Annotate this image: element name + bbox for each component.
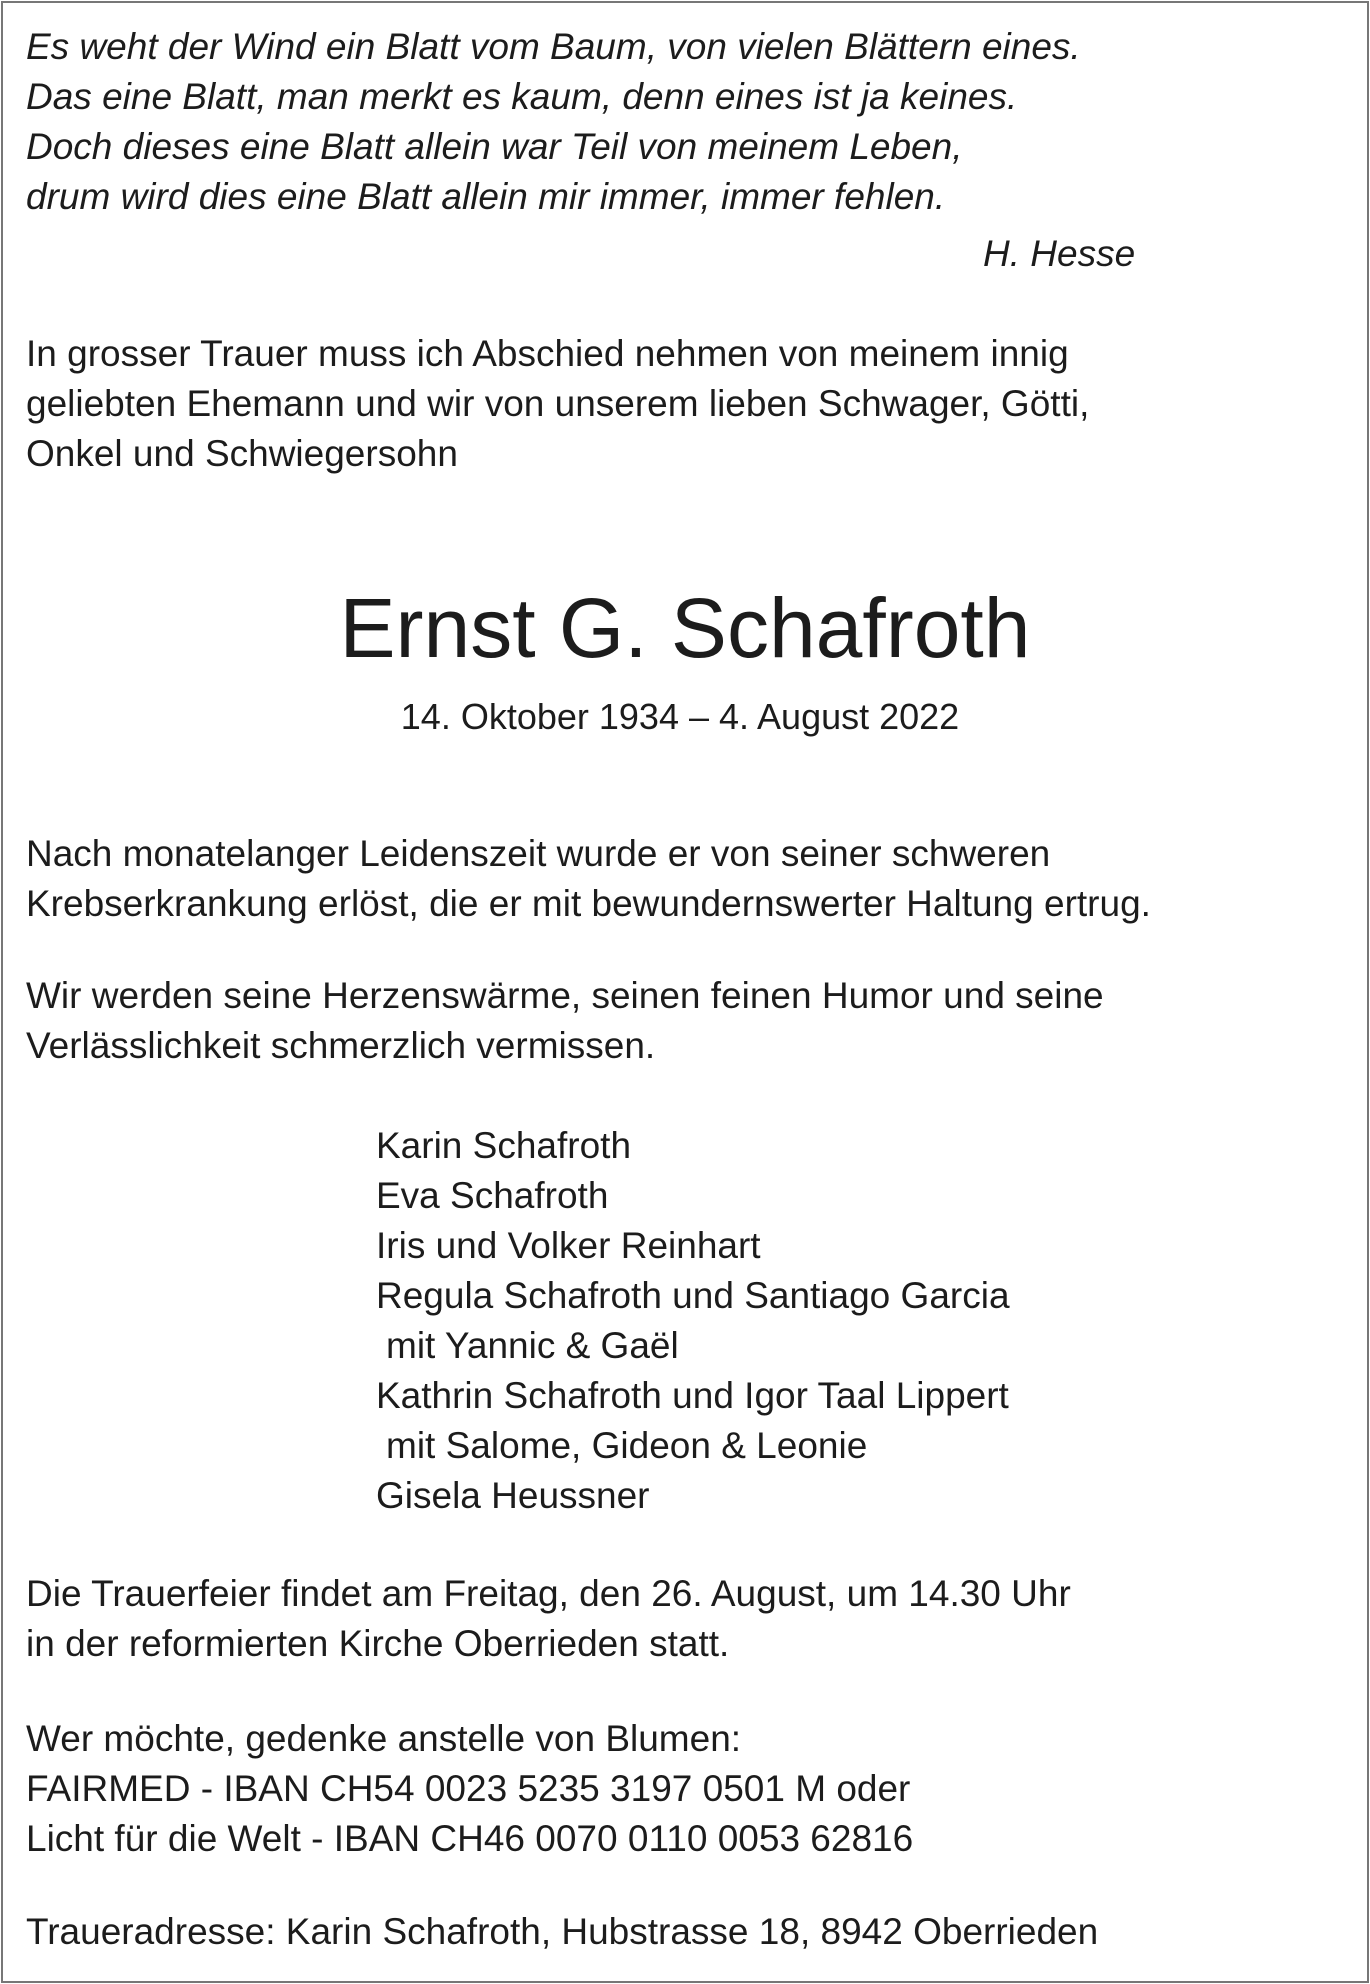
survivor-children: mit Yannic & Gaël (386, 1325, 679, 1366)
donations-line: Wer möchte, gedenke anstelle von Blumen: (26, 1718, 742, 1759)
survivor-children: mit Salome, Gideon & Leonie (386, 1425, 868, 1466)
tribute-paragraph (26, 829, 1151, 929)
poem-line: Es weht der Wind ein Blatt vom Baum, von vielen Blättern eines. (26, 26, 1081, 67)
survivor-entry: Karin Schafroth (376, 1125, 632, 1166)
survivor-entry: Gisela Heussner (376, 1475, 650, 1516)
survivor-entry: Iris und Volker Reinhart (376, 1225, 761, 1266)
intro-line: geliebten Ehemann und wir von unserem lieben Schwager, Götti, (26, 383, 1090, 424)
remembrance-line: Wir werden seine Herzenswärme, seinen feinen Humor und seine (26, 975, 1104, 1016)
intro-paragraph (26, 329, 1089, 479)
poem-line: Doch dieses eine Blatt allein war Teil von meinem Leben, (26, 126, 963, 167)
survivors-list (376, 1121, 1010, 1521)
tribute-line: Nach monatelanger Leidenszeit wurde er von seiner schweren (26, 833, 1051, 874)
service-paragraph (26, 1569, 1071, 1669)
poem-line: Das eine Blatt, man merkt es kaum, denn eines ist ja keines. (26, 76, 1018, 117)
mourning-address: Traueradresse: Karin Schafroth, Hubstrasse 18, 8942 Oberrieden (26, 1911, 1099, 1952)
donations-line: Licht für die Welt - IBAN CH46 0070 0110 0053 62816 (26, 1818, 914, 1859)
donations-paragraph (26, 1714, 913, 1864)
life-dates: 14. Oktober 1934 – 4. August 2022 (400, 696, 960, 737)
intro-line: Onkel und Schwiegersohn (26, 433, 458, 474)
poem-author: H. Hesse (983, 233, 1136, 274)
survivor-entry: Kathrin Schafroth und Igor Taal Lippert (376, 1375, 1009, 1416)
service-line: Die Trauerfeier findet am Freitag, den 26. August, um 14.30 Uhr (26, 1573, 1071, 1614)
remembrance-paragraph (26, 971, 1104, 1071)
poem-line: drum wird dies eine Blatt allein mir immer, immer fehlen. (26, 176, 946, 217)
donations-line: FAIRMED - IBAN CH54 0023 5235 3197 0501 M oder (26, 1768, 911, 1809)
survivor-entry: Regula Schafroth und Santiago Garcia (376, 1275, 1010, 1316)
service-line: in der reformierten Kirche Oberrieden statt. (26, 1623, 730, 1664)
remembrance-line: Verlässlichkeit schmerzlich vermissen. (26, 1025, 656, 1066)
tribute-line: Krebserkrankung erlöst, die er mit bewundernswerter Haltung ertrug. (26, 883, 1151, 924)
intro-line: In grosser Trauer muss ich Abschied nehmen von meinem innig (26, 333, 1069, 374)
deceased-name: Ernst G. Schafroth (339, 581, 1031, 675)
poem (26, 22, 1081, 222)
survivor-entry: Eva Schafroth (376, 1175, 609, 1216)
